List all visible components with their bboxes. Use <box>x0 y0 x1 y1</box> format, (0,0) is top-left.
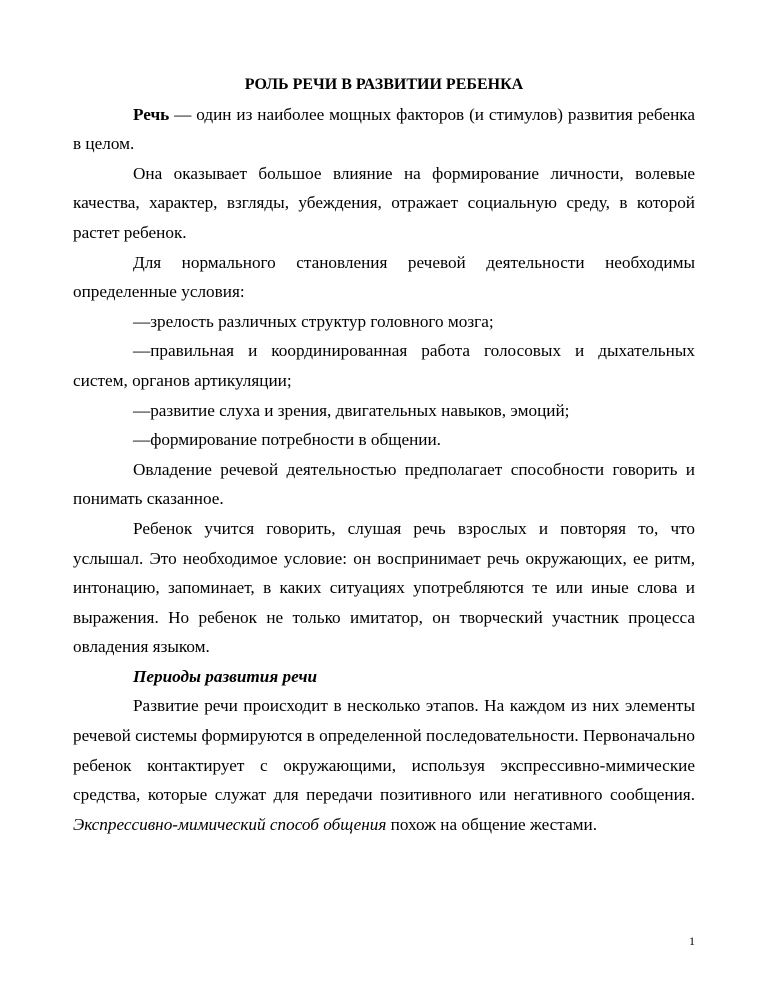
paragraph-1-text: — один из наиболее мощных факторов (и стимулов) развития ребенка в целом. <box>73 104 695 154</box>
paragraph-6-italic-term: Экспрессивно-мимический способ общения <box>73 814 387 834</box>
paragraph-6-text: Развитие речи происходит в несколько этапов. На каждом из них элементы речевой системы формируются в определенной последовательности. Первоначально ребенок контактирует с окружающими, используя экспрессивно-мимические средства, которые служат для передачи позитивного или негативного сообщения. <box>73 696 695 805</box>
paragraph-6 <box>73 691 695 839</box>
list-item: —правильная и координированная работа голосовых и дыхательных систем, органов артикуляции; <box>73 341 695 390</box>
paragraph-1 <box>73 100 695 159</box>
section-subheading: Периоды развития речи <box>133 666 318 686</box>
list-item: —развитие слуха и зрения, двигательных навыков, эмоций; <box>133 400 570 420</box>
list-item: —зрелость различных структур головного мозга; <box>133 311 494 331</box>
paragraph-1-lead: Речь <box>133 104 170 124</box>
page-number: 1 <box>689 934 695 948</box>
document-title: РОЛЬ РЕЧИ В РАЗВИТИИ РЕБЕНКА <box>244 76 524 93</box>
list-item: —формирование потребности в общении. <box>133 430 441 450</box>
paragraph-2: Она оказывает большое влияние на формирование личности, волевые качества, характер, взгляды, убеждения, отражает социальную среду, в которой растет ребенок. <box>73 163 695 242</box>
paragraph-3: Для нормального становления речевой деятельности необходимы определенные условия: <box>73 252 695 302</box>
paragraph-4: Овладение речевой деятельностью предполагает способности говорить и понимать сказанное. <box>73 459 695 509</box>
document-body <box>73 70 695 839</box>
paragraph-5: Ребенок учится говорить, слушая речь взрослых и повторяя то, что услышал. Это необходимое условие: он воспринимает речь окружающих, ее ритм, интонацию, запоминает, в каких ситуациях употребляются те или иные слова и выражения. Но ребенок не только имитатор, он творческий участник процесса овладения языком. <box>73 518 695 657</box>
paragraph-6-tail: похож на общение жестами. <box>386 814 598 834</box>
